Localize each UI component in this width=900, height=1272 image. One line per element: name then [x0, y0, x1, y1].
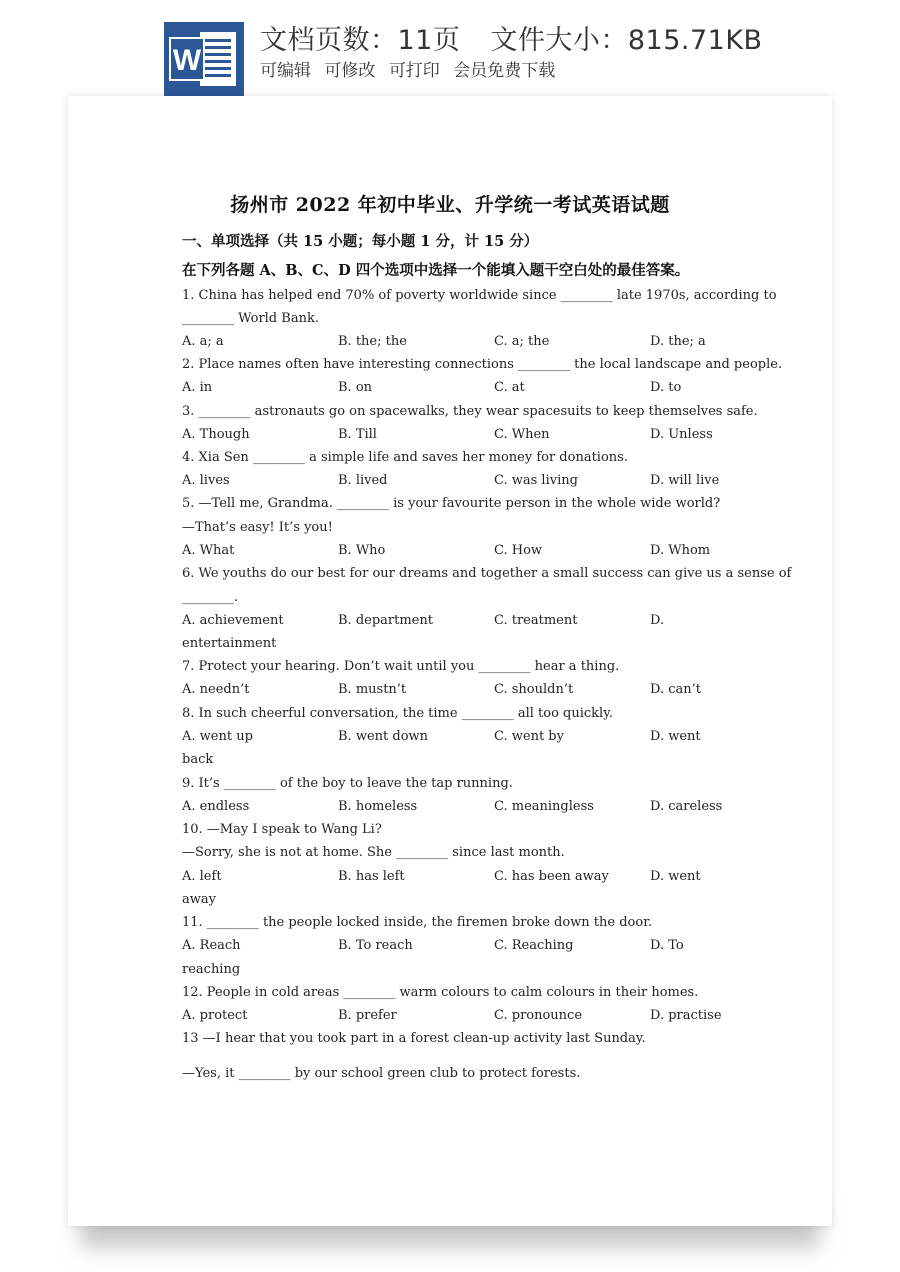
options-q2 — [182, 380, 742, 402]
option-d: D. Whom — [650, 543, 711, 558]
option-b: B. on — [338, 380, 373, 395]
options-q3 — [182, 427, 742, 449]
option-c: C. a; the — [494, 334, 550, 349]
option-a: A. protect — [182, 1008, 248, 1023]
options-q6 — [182, 613, 742, 635]
option-d: D. To — [650, 938, 684, 953]
option-d: D. practise — [650, 1008, 722, 1023]
question-13-reply: —Yes, it ________ by our school green club to protect forests. — [182, 1066, 581, 1081]
question-8: 8. In such cheerful conversation, the time ________ all too quickly. — [182, 706, 613, 721]
option-a: A. a; a — [182, 334, 224, 349]
option-c: C. pronounce — [494, 1008, 583, 1023]
options-q7 — [182, 682, 742, 704]
feature-editable: 可编辑 — [260, 61, 311, 81]
option-d: D. went — [650, 869, 701, 884]
option-a: A. endless — [182, 799, 250, 814]
option-b: B. Who — [338, 543, 386, 558]
option-c: C. How — [494, 543, 543, 558]
question-9: 9. It’s ________ of the boy to leave the tap running. — [182, 776, 513, 791]
options-q12 — [182, 1008, 742, 1030]
option-b: B. mustn’t — [338, 682, 407, 697]
option-c: C. When — [494, 427, 550, 442]
feature-member-free-download: 会员免费下载 — [453, 61, 556, 81]
option-b: B. has left — [338, 869, 405, 884]
page-count: 文档页数：11页 — [260, 25, 461, 56]
option-c: C. was living — [494, 473, 578, 488]
option-b: B. To reach — [338, 938, 413, 953]
option-c: C. treatment — [494, 613, 578, 628]
question-7: 7. Protect your hearing. Don’t wait until you ________ hear a thing. — [182, 659, 620, 674]
question-3: 3. ________ astronauts go on spacewalks, they wear spacesuits to keep themselves safe. — [182, 404, 758, 419]
question-13: 13 —I hear that you took part in a forest clean-up activity last Sunday. — [182, 1031, 646, 1046]
options-q11 — [182, 938, 742, 960]
question-1: 1. China has helped end 70% of poverty worldwide since ________ late 1970s, according to — [182, 288, 777, 303]
page-title: 扬州市 2022 年初中毕业、升学统一考试英语试题 — [230, 194, 670, 216]
option-d: D. can’t — [650, 682, 701, 697]
option-b: B. department — [338, 613, 433, 628]
option-d-wrap: reaching — [182, 962, 241, 977]
options-q10 — [182, 869, 742, 891]
download-banner — [0, 0, 900, 100]
option-a: A. Though — [182, 427, 250, 442]
feature-list — [260, 56, 563, 81]
option-b: B. homeless — [338, 799, 418, 814]
option-d: D. to — [650, 380, 682, 395]
feature-modifiable: 可修改 — [324, 61, 376, 81]
option-a: A. achievement — [182, 613, 284, 628]
option-d: D. the; a — [650, 334, 706, 349]
option-c: C. meaningless — [494, 799, 594, 814]
question-11: 11. ________ the people locked inside, the firemen broke down the door. — [182, 915, 653, 930]
options-q8 — [182, 729, 742, 751]
question-5-reply: —That’s easy! It’s you! — [182, 520, 333, 535]
question-5: 5. —Tell me, Grandma. ________ is your favourite person in the whole wide world? — [182, 496, 721, 511]
option-c: C. Reaching — [494, 938, 574, 953]
options-q9 — [182, 799, 742, 821]
option-b: B. lived — [338, 473, 388, 488]
option-c: C. shouldn’t — [494, 682, 574, 697]
instruction-text: 在下列各题 A、B、C、D 四个选项中选择一个能填入题干空白处的最佳答案。 — [182, 262, 690, 279]
option-c: C. at — [494, 380, 525, 395]
option-a: A. What — [182, 543, 235, 558]
question-6: 6. We youths do our best for our dreams and together a small success can give us a sense of — [182, 566, 792, 581]
question-10-reply: —Sorry, she is not at home. She ________ since last month. — [182, 845, 565, 860]
option-a: A. went up — [182, 729, 253, 744]
option-d-wrap: back — [182, 752, 214, 767]
option-a: A. lives — [182, 473, 230, 488]
option-a: A. in — [182, 380, 213, 395]
option-c: C. went by — [494, 729, 564, 744]
option-d: D. Unless — [650, 427, 713, 442]
feature-printable: 可打印 — [388, 61, 440, 81]
options-q5 — [182, 543, 742, 565]
question-1-cont: ________ World Bank. — [182, 311, 319, 326]
question-12: 12. People in cold areas ________ warm colours to calm colours in their homes. — [182, 985, 699, 1000]
question-2: 2. Place names often have interesting connections ________ the local landscape and people. — [182, 357, 783, 372]
word-document-icon — [164, 22, 244, 96]
option-b: B. went down — [338, 729, 429, 744]
option-d: D. — [650, 613, 665, 628]
word-icon-letter: W — [172, 44, 202, 77]
option-b: B. the; the — [338, 334, 407, 349]
option-d: D. will live — [650, 473, 720, 488]
options-q1 — [182, 334, 742, 356]
option-d: D. went — [650, 729, 701, 744]
file-size: 文件大小：815.71KB — [490, 25, 763, 56]
question-6-cont: ________. — [182, 590, 239, 605]
option-b: B. prefer — [338, 1008, 397, 1023]
option-d: D. careless — [650, 799, 723, 814]
section-heading: 一、单项选择（共 15 小题；每小题 1 分，计 15 分） — [182, 233, 539, 250]
file-info — [260, 18, 763, 57]
option-a: A. Reach — [182, 938, 241, 953]
option-b: B. Till — [338, 427, 377, 442]
option-d-wrap: entertainment — [182, 636, 277, 651]
options-q4 — [182, 473, 742, 495]
option-a: A. needn’t — [182, 682, 250, 697]
document-page — [68, 96, 832, 1226]
question-10: 10. —May I speak to Wang Li? — [182, 822, 382, 837]
question-4: 4. Xia Sen ________ a simple life and saves her money for donations. — [182, 450, 628, 465]
option-a: A. left — [182, 869, 222, 884]
option-d-wrap: away — [182, 892, 216, 907]
option-c: C. has been away — [494, 869, 609, 884]
